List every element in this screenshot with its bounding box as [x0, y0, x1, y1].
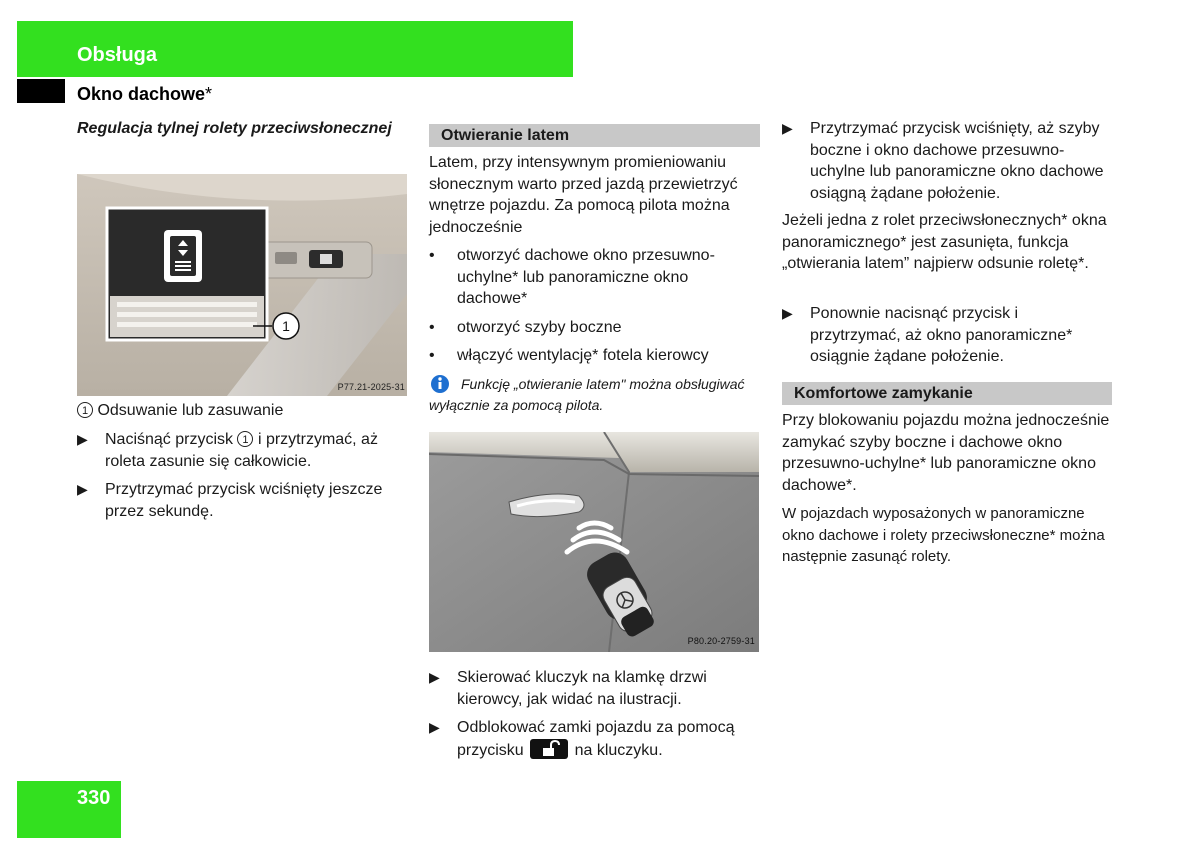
section-label: Obsługa [77, 44, 158, 66]
step-text: Przytrzymać przycisk wciśnięty jeszcze przez sekundę. [105, 481, 383, 520]
step-text-post: i przytrzymać, aż roleta zasunie się całkowicie. [105, 431, 378, 470]
col3-para2: Przy blokowaniu pojazdu można jednocześnie zamykać szyby boczne i dachowe okno przesuwno-uchylne* lub panoramiczne okno dachowe*. [782, 412, 1110, 494]
figure-id-label: P77.21-2025-31 [337, 382, 405, 392]
section-tab-marker [17, 79, 65, 103]
list-item-text: otworzyć dachowe okno przesuwno-uchylne* lub panoramiczne okno dachowe* [457, 247, 715, 307]
key-illustration [429, 432, 759, 652]
page-title [77, 84, 212, 105]
triangle-right-icon: ▶ [782, 305, 793, 321]
info-icon [429, 374, 451, 394]
list-item-text: włączyć wentylację* fotela kierowcy [457, 347, 709, 364]
summer-opening-heading: Otwieranie latem [429, 124, 760, 147]
step-text: Ponownie nacisnąć przycisk i przytrzymać, aż okno panoramiczne* osiągnie żądane położenie. [810, 305, 1073, 365]
step-text-pre: Naciśnąć przycisk [105, 431, 234, 448]
step-item [782, 303, 1112, 368]
list-item [429, 245, 760, 310]
summer-opening-intro: Latem, przy intensywnym promieniowaniu słonecznym warto przed jazdą przewietrzyć wnętrze pojazdu. Za pomocą pilota można jednocześnie [429, 154, 738, 236]
step-text-post: na kluczyku. [574, 741, 663, 759]
col2-steps [429, 667, 760, 761]
step-item [429, 667, 760, 710]
legend-item [77, 400, 407, 422]
step-text: Skierować kluczyk na klamkę drzwi kierowcy, jak widać na ilustracji. [457, 669, 707, 708]
col3-para3: W pojazdach wyposażonych w panoramiczne okno dachowe i rolety przeciwsłoneczne* można następnie zasunąć rolety. [782, 505, 1105, 565]
step-item [429, 717, 760, 761]
page-title-star: * [205, 84, 213, 104]
dot-icon: • [429, 247, 435, 264]
triangle-right-icon: ▶ [429, 719, 440, 735]
rear-blind-figure [77, 174, 407, 396]
list-item [429, 317, 760, 339]
triangle-right-icon: ▶ [782, 120, 793, 136]
step-text: Przytrzymać przycisk wciśnięty, aż szyby boczne i okno dachowe przesuwno-uchylne lub panoramiczne okno dachowe osiągną żądane położenie. [810, 120, 1104, 202]
step-text [457, 717, 760, 761]
info-note [429, 374, 760, 416]
col3-para1: Jeżeli jedna z rolet przeciwsłonecznych* okna panoramicznego* jest zasunięta, funkcja „otwierania latem” najpierw odsunie roletę*. [782, 212, 1107, 272]
figure-id-label: P80.20-2759-31 [687, 636, 755, 646]
figure-callout-1: 1 [282, 318, 290, 334]
unlock-icon [530, 739, 568, 759]
step-item [782, 118, 1112, 204]
list-item-text: otworzyć szyby boczne [457, 318, 622, 336]
step-item [77, 479, 407, 522]
step-text [105, 429, 407, 472]
col3-step2 [782, 303, 1112, 368]
rear-blind-illustration [77, 174, 407, 396]
summer-opening-bullets [429, 245, 760, 367]
page-title-text: Okno dachowe [77, 84, 206, 104]
col3-step1 [782, 118, 1112, 204]
key-figure [429, 432, 759, 652]
callout-number-badge: 1 [77, 402, 93, 418]
page-number: 330 [77, 787, 111, 809]
triangle-right-icon: ▶ [429, 669, 440, 685]
triangle-right-icon: ▶ [77, 431, 88, 447]
rear-blind-subheading: Regulacja tylnej rolety przeciwsłonecznej [77, 120, 392, 137]
col1-steps [77, 429, 407, 522]
comfort-closing-heading: Komfortowe zamykanie [782, 382, 1112, 405]
dot-icon: • [429, 347, 435, 364]
info-note-text: Funkcję „otwieranie latem" można obsługiwać wyłącznie za pomocą pilota. [429, 376, 745, 413]
triangle-right-icon: ▶ [77, 481, 88, 497]
legend-text: Odsuwanie lub zasuwanie [97, 402, 284, 419]
dot-icon: • [429, 318, 435, 336]
step-item [77, 429, 407, 472]
step-text-pre: Odblokować zamki pojazdu za pomocą przycisku [457, 719, 735, 759]
callout-number-badge: 1 [237, 431, 253, 447]
list-item [429, 345, 760, 367]
